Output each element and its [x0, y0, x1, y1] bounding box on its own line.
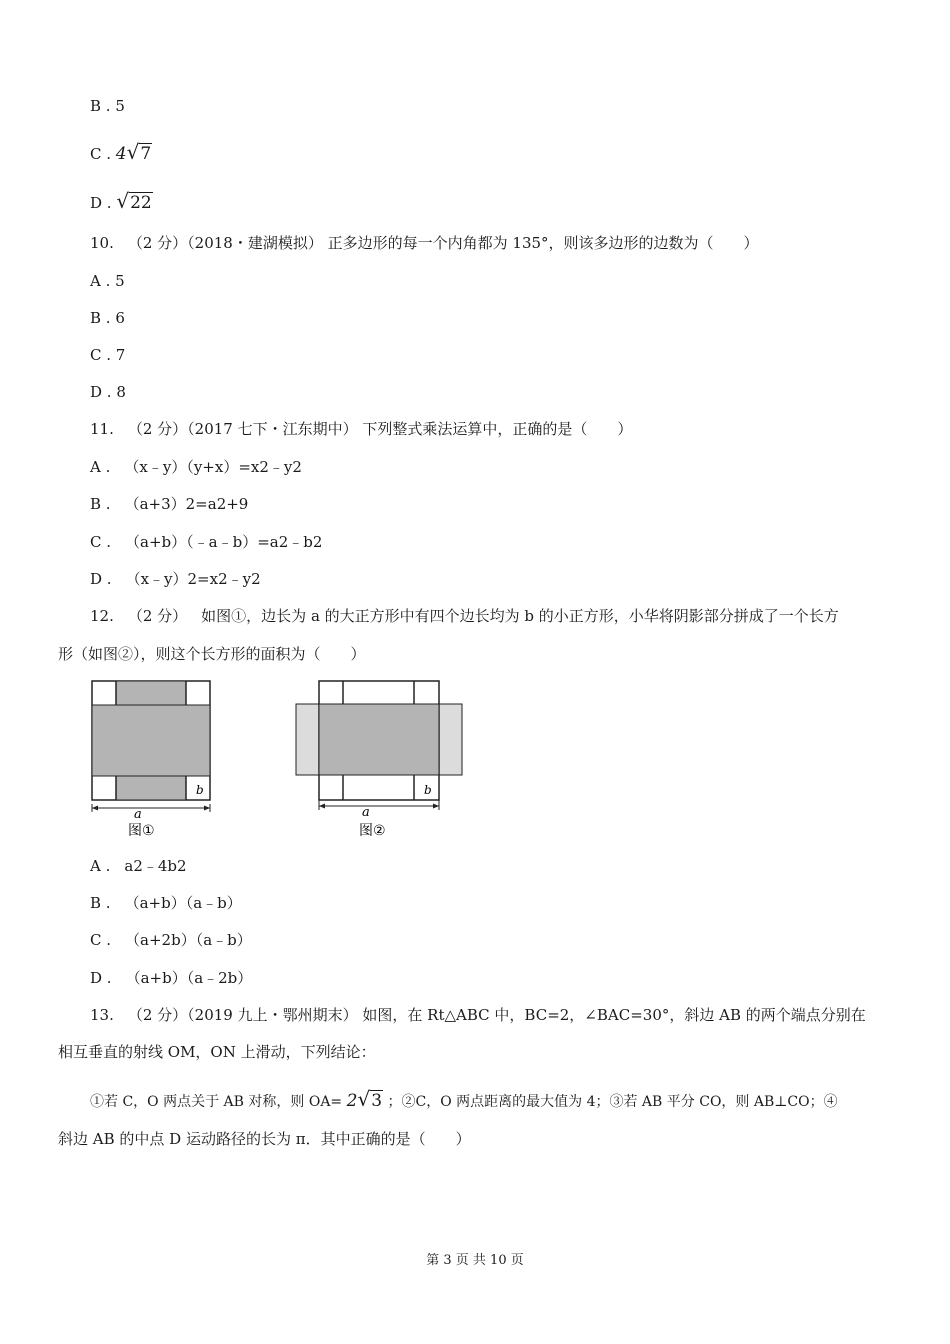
radical-expression: 4√7	[115, 140, 152, 164]
label-b: b	[196, 783, 204, 797]
q12-option-c: C . （a+2b）（a﹣b）	[90, 931, 252, 949]
q12-stem-cont: 形（如图②），则这个长方形的面积为（ ）	[58, 645, 366, 663]
q12-option-a: A . a2﹣4b2	[90, 857, 187, 875]
q13-stem-cont: 相互垂直的射线 OM，ON 上滑动，下列结论：	[58, 1043, 376, 1061]
label-b: b	[424, 783, 432, 797]
q10-option-a: A . 5	[90, 272, 125, 290]
q11-option-b: B . （a+3）2=a2+9	[90, 495, 249, 513]
figure-1-caption: 图①	[128, 823, 155, 839]
q11-option-c: C . （a+b）（﹣a﹣b）=a2﹣b2	[90, 533, 323, 551]
q12-figures	[88, 676, 488, 846]
figure-2	[296, 681, 462, 839]
q10-stem: 10. （2 分）（2018・建湖模拟） 正多边形的每一个内角都为 135°，则该多边形的边数为（ ）	[90, 234, 759, 252]
radical-expression: 2√3	[346, 1087, 383, 1111]
q12-option-b: B . （a+b）（a﹣b）	[90, 894, 242, 912]
figure-2-caption: 图②	[359, 823, 386, 839]
q13-statements: ①若 C，O 两点关于 AB 对称，则 OA= 2√3 ；②C，O 两点距离的最大值为 4；③若 AB 平分 CO，则 AB⊥CO；④	[90, 1087, 838, 1111]
q9-option-d: D . √22	[90, 189, 152, 213]
q10-option-d: D . 8	[90, 383, 126, 401]
label-a: a	[362, 805, 370, 820]
q13-stem: 13. （2 分）（2019 九上・鄂州期末） 如图，在 Rt△ABC 中，BC=2，∠BAC=30°，斜边 AB 的两个端点分别在	[90, 1006, 866, 1024]
page-footer: 第 3 页 共 10 页	[426, 1253, 524, 1268]
q9-option-c: C . 4√7	[90, 140, 152, 164]
q11-option-d: D . （x﹣y）2=x2﹣y2	[90, 570, 261, 588]
q13-statements-cont: 斜边 AB 的中点 D 运动路径的长为 π．其中正确的是（ ）	[58, 1130, 471, 1148]
q10-option-c: C . 7	[90, 346, 126, 364]
figure-1	[92, 681, 210, 839]
radical-expression: √22	[116, 189, 152, 213]
q10-option-b: B . 6	[90, 309, 125, 327]
label-a: a	[134, 807, 142, 822]
q12-stem: 12. （2 分） 如图①，边长为 a 的大正方形中有四个边长均为 b 的小正方形，小华将阴影部分拼成了一个长方	[90, 607, 839, 625]
q11-option-a: A . （x﹣y）（y+x）=x2﹣y2	[90, 458, 302, 476]
q11-stem: 11. （2 分）（2017 七下・江东期中） 下列整式乘法运算中，正确的是（ ）	[90, 420, 633, 438]
q12-option-d: D . （a+b）（a﹣2b）	[90, 969, 253, 987]
q9-option-b: B . 5	[90, 97, 125, 115]
